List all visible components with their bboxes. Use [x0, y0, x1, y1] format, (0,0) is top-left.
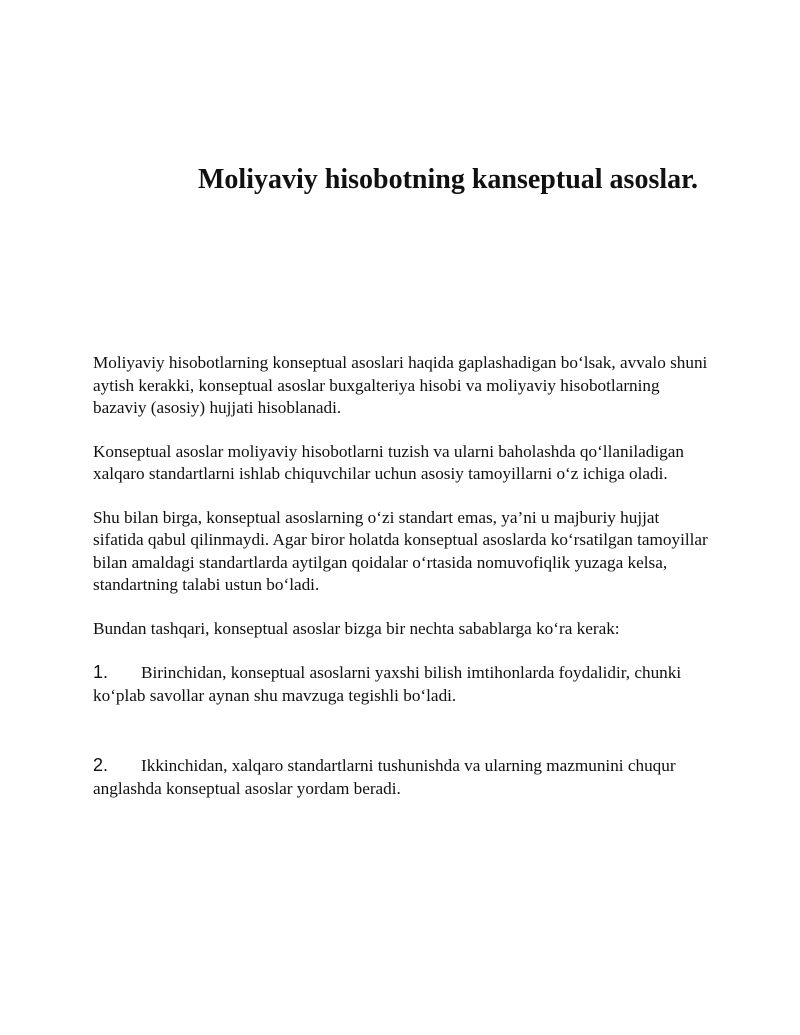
list-item-2 — [93, 754, 713, 800]
document-body — [93, 352, 713, 800]
document-title: Moliyaviy hisobotning kanseptual asoslar. — [198, 164, 698, 195]
list-item-1 — [93, 661, 713, 707]
paragraph-1: Moliyaviy hisobotlarning konseptual asoslari haqida gaplashadigan bo‘lsak, avvalo shuni aytish kerakki, konseptual asoslar buxgalteriya hisobi va moliyaviy hisobotlarning bazaviy (asosiy) hujjati hisoblanadi. — [93, 353, 708, 417]
paragraph-2: Konseptual asoslar moliyaviy hisobotlarni tuzish va ularni baholashda qo‘llaniladigan xalqaro standartlarni ishlab chiquvchilar uchun asosiy tamoyillarni o‘z ichiga oladi. — [93, 441, 684, 483]
paragraph-4: Bundan tashqari, konseptual asoslar bizga bir nechta sabablarga ko‘ra kerak: — [93, 618, 620, 638]
list-item-text: Birinchidan, konseptual asoslarni yaxshi bilish imtihonlarda foydalidir, chunki ko‘plab savollar aynan shu mavzuga tegishli bo‘ladi. — [93, 663, 682, 705]
list-item-text: Ikkinchidan, xalqaro standartlarni tushunishda va ularning mazmunini chuqur anglashda konseptual asoslar yordam beradi. — [93, 756, 676, 798]
paragraph-3: Shu bilan birga, konseptual asoslarning o‘zi standart emas, ya’ni u majburiy hujjat sifatida qabul qilinmaydi. Agar biror holatda konseptual asoslarda ko‘rsatilgan tamoyillar bilan amaldagi standartlarda aytilgan qoidalar o‘rtasida nomuvofiqlik yuzaga kelsa, standartning talabi ustun bo‘ladi. — [93, 507, 708, 594]
list-item-number: 1. — [93, 662, 109, 682]
list-item-number: 2. — [93, 755, 109, 775]
